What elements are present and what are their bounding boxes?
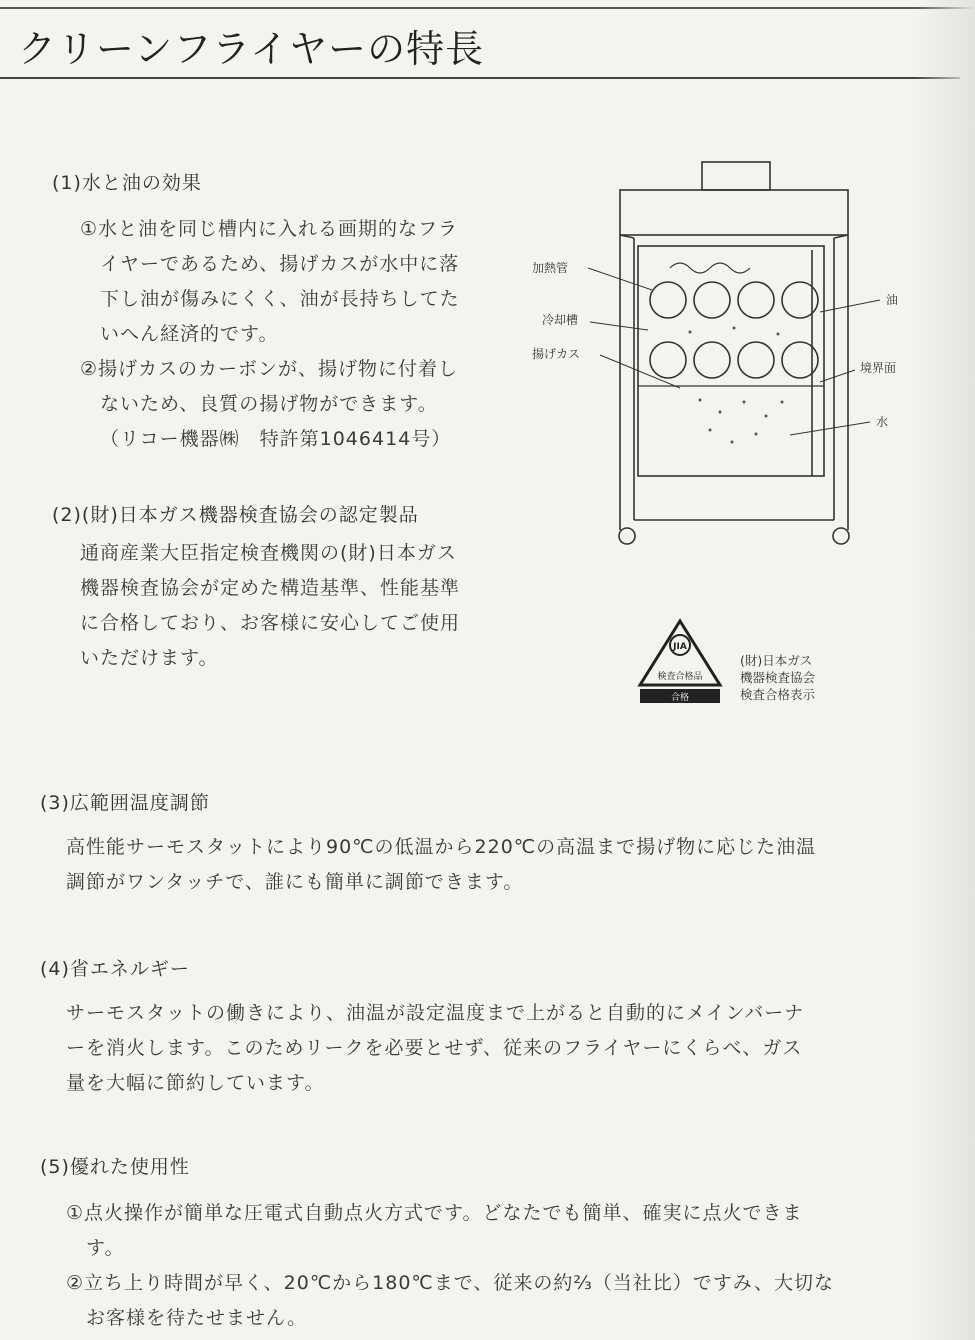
page-edge-shadow [915, 0, 975, 1340]
section-2-body [80, 536, 460, 676]
text-line: サーモスタットの働きにより、油温が設定温度まで上がると自動的にメインバーナ [66, 1002, 805, 1024]
text-line: す。 [86, 1237, 125, 1259]
label-cooler: 冷却槽 [542, 313, 579, 327]
section-1-heading: (1)水と油の効果 [52, 172, 202, 194]
section-3-body [66, 830, 816, 900]
seal-top-text: 検査合格品 [657, 672, 703, 682]
caption-line: 検査合格表示 [740, 687, 816, 702]
jia-certification-mark [630, 615, 730, 715]
label-boundary: 境界面 [860, 361, 897, 375]
section-3-heading: (3)広範囲温度調節 [40, 792, 210, 814]
section-2-heading: (2)(財)日本ガス機器検査協会の認定製品 [52, 504, 419, 526]
caption-line: (財)日本ガス [740, 653, 813, 668]
text-line: ②揚げカスのカーボンが、揚げ物に付着し [80, 358, 459, 380]
section-1-item-1 [80, 212, 460, 352]
section-5-item-1 [66, 1196, 803, 1266]
text-line: ②立ち上り時間が早く、20℃から180℃まで、従来の約⅔（当社比）ですみ、大切な [66, 1272, 834, 1294]
section-5-item-2 [66, 1266, 834, 1336]
text-line: ①水と油を同じ槽内に入れる画期的なフラ [80, 218, 459, 240]
label-water: 水 [876, 415, 889, 429]
text-line: 調節がワンタッチで、誰にも簡単に調節できます。 [66, 871, 524, 893]
caption-line: 機器検査協会 [740, 670, 816, 685]
text-line: 通商産業大臣指定検査機関の(財)日本ガス [80, 542, 457, 564]
text-line: いただけます。 [80, 647, 219, 669]
section-1-item-2 [80, 352, 458, 457]
jia-logo-text: JIA [673, 642, 687, 652]
fryer-diagram [520, 150, 940, 560]
text-line: 下し油が傷みにくく、油が長持ちしてた [100, 288, 460, 310]
text-line: 量を大幅に節約しています。 [66, 1072, 325, 1094]
text-line: いへん経済的です。 [100, 323, 279, 345]
page-title: クリーンフライヤーの特長 [18, 27, 485, 71]
label-heater: 加熱管 [532, 261, 569, 275]
seal-bottom-text: 合格 [670, 693, 690, 703]
text-line: イヤーであるため、揚げカスが水中に落 [100, 253, 460, 275]
text-line: ないため、良質の揚げ物ができます。 [100, 393, 438, 415]
title-rule [0, 77, 960, 79]
text-line: 機器検査協会が定めた構造基準、性能基準 [80, 577, 461, 599]
section-5-heading: (5)優れた使用性 [40, 1156, 190, 1178]
text-line: お客様を待たせません。 [86, 1307, 308, 1329]
text-line: ①点火操作が簡単な圧電式自動点火方式です。どなたでも簡単、確実に点火できま [66, 1202, 803, 1224]
top-border [0, 7, 975, 9]
text-line: ーを消火します。このためリークを必要とせず、従来のフライヤーにくらべ、ガス [66, 1037, 803, 1059]
mark-caption [740, 652, 815, 703]
text-line: に合格しており、お客様に安心してご使用 [80, 612, 461, 634]
label-oil: 油 [886, 293, 899, 307]
text-line: 高性能サーモスタットにより90℃の低温から220℃の高温まで揚げ物に応じた油温 [66, 836, 817, 858]
text-line: （リコー機器㈱ 特許第1046414号） [100, 428, 452, 450]
section-4-heading: (4)省エネルギー [40, 958, 190, 980]
section-4-body [66, 996, 804, 1101]
label-crumbs: 揚げカス [532, 347, 581, 361]
